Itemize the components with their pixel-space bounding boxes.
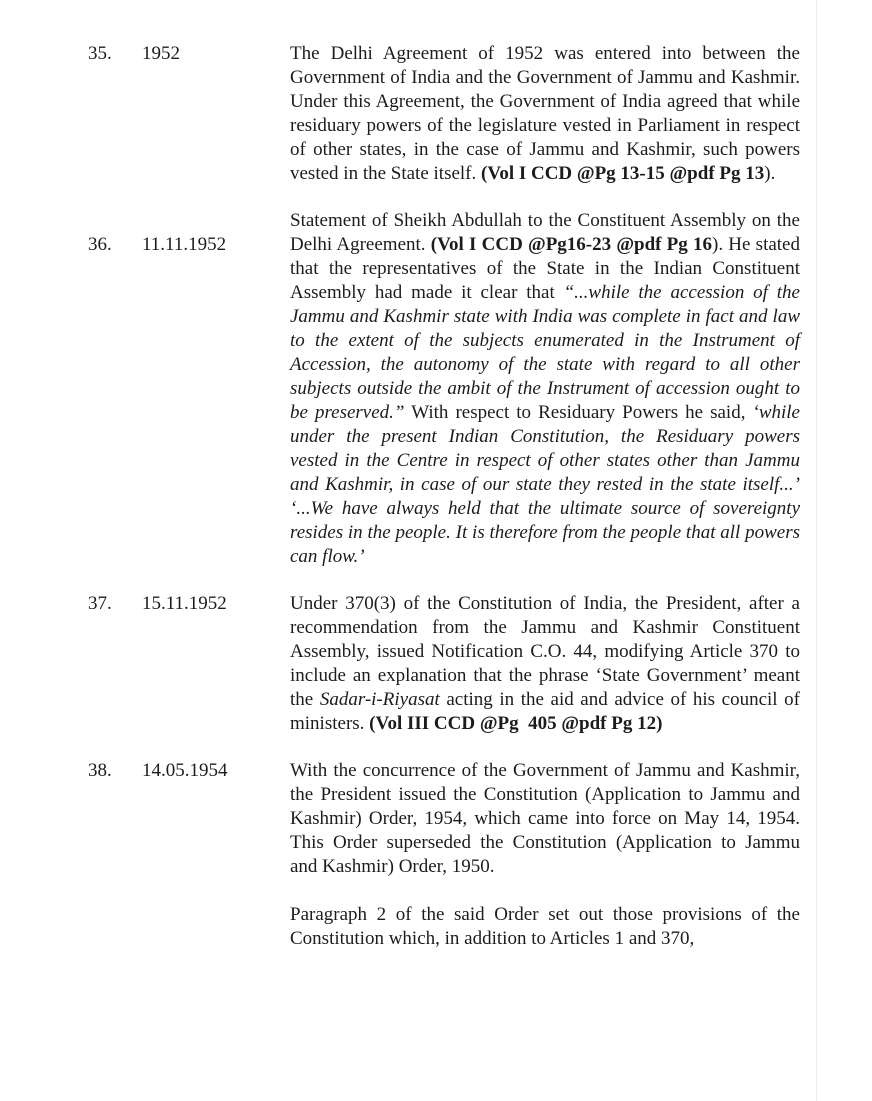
scan-artifact-line — [816, 0, 817, 1101]
paragraph — [290, 903, 800, 951]
entry-number: 35. — [88, 43, 112, 64]
text-segment: “...while the accession of the Jammu and Kashmir state with India was complete in fact and law to the extent of the subjects enumerated in the Instrument of Accession, the autonomy of the state with regard to all other subjects outside the ambit of the Instrument of accession ought to be preserved.” — [290, 282, 800, 423]
entry-text — [290, 209, 800, 569]
paragraph — [290, 592, 800, 736]
entry-number: 38. — [88, 760, 112, 781]
text-segment: ). He stated that the representatives of the State in the Indian Constituent Assembly had made it clear that — [290, 234, 800, 303]
text-segment: With respect to Residuary Powers he said, — [404, 402, 753, 423]
entry-date: 11.11.1952 — [142, 234, 227, 255]
text-segment: The Delhi Agreement of 1952 was entered into between the Government of India and the Government of Jammu and Kashmir. Under this Agreement, the Government of India agreed that while residuary powers of the legislature vested in Parliament in respect of other states, in the case of Jammu and Kashmir, such powers vested in the State itself. — [290, 43, 800, 184]
entry-list — [88, 42, 800, 951]
paragraph — [290, 209, 800, 569]
text-segment: (Vol III CCD @Pg 405 @pdf Pg 12) — [369, 713, 663, 734]
timeline-entry — [88, 42, 800, 186]
entry-text — [290, 592, 800, 736]
entry-date: 14.05.1954 — [142, 760, 228, 781]
paragraph — [290, 759, 800, 879]
entry-text — [290, 759, 800, 951]
text-segment: Paragraph 2 of the said Order set out those provisions of the Constitution which, in addition to Articles 1 and 370, — [290, 904, 800, 949]
text-segment: (Vol I CCD @Pg16-23 @pdf Pg 16 — [430, 234, 713, 255]
text-segment: acting in the aid and advice of his council of ministers. — [290, 689, 801, 734]
text-segment: Statement of Sheikh Abdullah to the Constituent Assembly on the Delhi Agreement. — [290, 210, 800, 255]
entry-number: 37. — [88, 593, 112, 614]
text-segment: ). — [764, 163, 776, 184]
text-segment: Under 370(3) of the Constitution of India, the President, after a recommendation from the Jammu and Kashmir Constituent Assembly, issued Notification C.O. 44, modifying Article 370 to include an explanation that the phrase ‘State Government’ meant the — [290, 593, 800, 710]
entry-text — [290, 42, 800, 186]
text-segment: (Vol I CCD @Pg 13-15 @pdf Pg 13 — [481, 163, 765, 184]
timeline-entry — [88, 592, 800, 736]
paragraph — [290, 42, 800, 186]
text-segment: With the concurrence of the Government of Jammu and Kashmir, the President issued the Constitution (Application to Jammu and Kashmir) Order, 1954, which came into force on May 14, 1954. This Order superseded the Constitution (Application to Jammu and Kashmir) Order, 1950. — [290, 760, 800, 877]
entry-number: 36. — [88, 234, 112, 255]
timeline-entry — [88, 209, 800, 569]
entry-date: 15.11.1952 — [142, 593, 227, 614]
timeline-entry — [88, 759, 800, 951]
text-segment: ‘while under the present Indian Constitution, the Residuary powers vested in the Centre in respect of other states other than Jammu and Kashmir, in case of our state they rested in the state itself...’ ‘...We have always held that the ultimate source of sovereignty resides in the people. It is therefore from the people that all powers can flow.’ — [290, 402, 800, 567]
text-segment: Sadar-i-Riyasat — [319, 689, 440, 710]
entry-date: 1952 — [142, 43, 180, 64]
